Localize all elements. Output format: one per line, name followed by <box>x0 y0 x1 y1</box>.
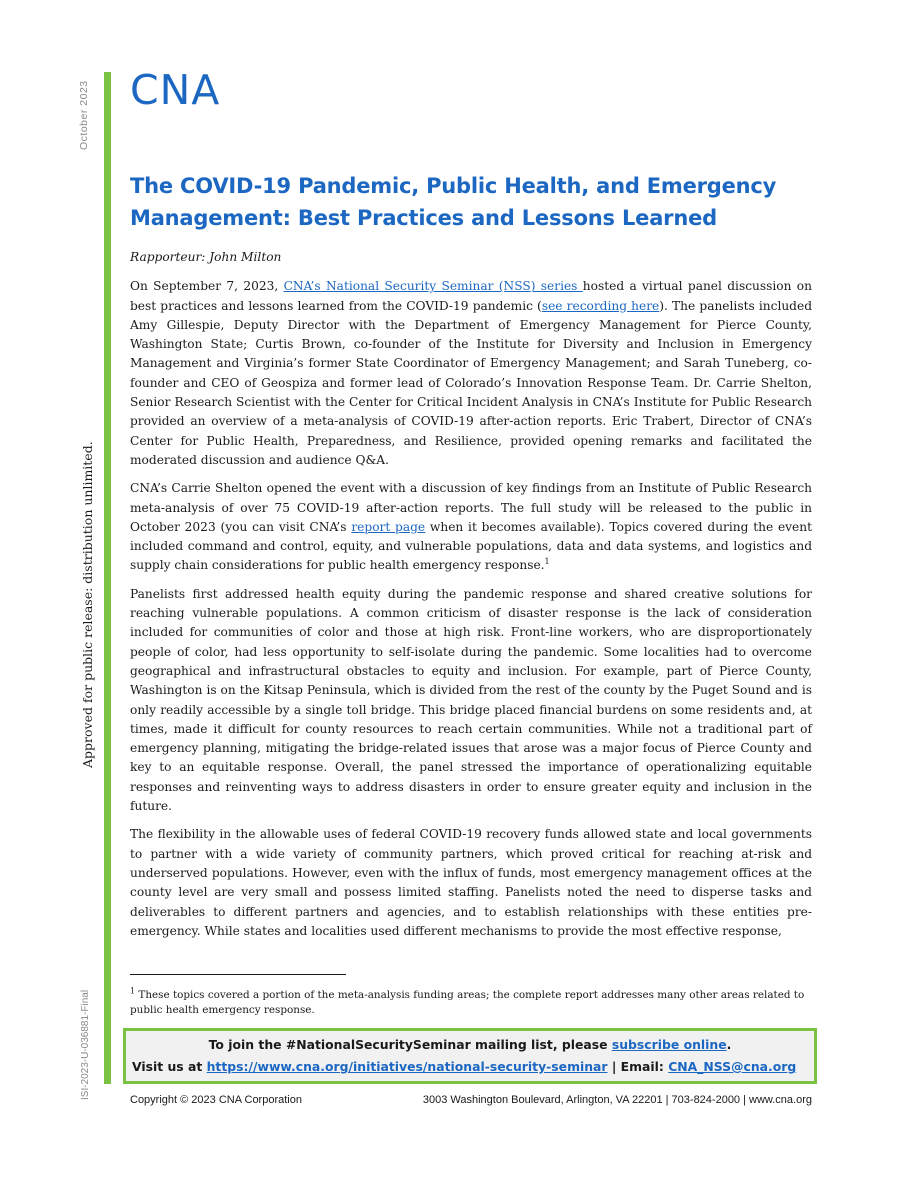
footer-address: 3003 Washington Boulevard, Arlington, VA 22201 | 703-824-2000 | www.cna.org <box>422 1094 812 1106</box>
approval-statement: Approved for public release: distribution unlimited. <box>80 441 95 768</box>
document-id: ISI-2023-U-036881-Final <box>80 989 91 1100</box>
paragraph-equity: Panelists first addressed health equity during the pandemic response and shared creative solutions for reaching vulnerable populations. A common criticism of disaster response is the lack of consideration included for communities of color and those at high risk. Front-line workers, who are disproportionately people of color, had less opportunity to self-isolate during the pandemic. Some localities had to overcome geographical and infrastructural obstacles to equity and inclusion. For example, part of Pierce County, Washington is on the Kitsap Peninsula, which is divided from the rest of the county by the Puget Sound and is only readily accessible by a single toll bridge. This bridge placed financial burdens on some residents and, at times, made it difficult for county resources to reach certain communities. While not a traditional part of emergency planning, mitigating the bridge-related issues that arose was a major focus of Pierce County and key to an equitable response. Overall, the panel stressed the importance of operationalizing equitable responses and reinventing ways to address disasters in order to ensure greater equity and inclusion in the future. <box>130 586 812 814</box>
page-title: The COVID-19 Pandemic, Public Health, and Emergency Management: Best Practices and Lessons Learned <box>130 174 777 230</box>
cna-logo-text: CNA <box>130 68 221 110</box>
footnote-ref[interactable]: 1 <box>544 557 550 567</box>
subscribe-line: To join the #NationalSecuritySeminar mailing list, please subscribe online. <box>208 1037 732 1052</box>
accent-bar <box>104 72 111 1084</box>
recording-link[interactable]: see recording here <box>541 298 660 313</box>
sidebar-date: October 2023 <box>78 80 90 150</box>
rapporteur: Rapporteur: John Milton <box>130 250 282 264</box>
website-link[interactable]: https://www.cna.org/initiatives/national-security-seminar <box>206 1059 608 1074</box>
footnote: $^1$ These topics covered a portion of the meta-analysis funding areas; the complete report addresses many other areas related to public health emergency response. <box>130 986 805 1016</box>
paragraph-funding: The flexibility in the allowable uses of federal COVID-19 recovery funds allowed state and local governments to partner with a wide variety of community partners, which proved critical for reaching at-risk and underserved populations. However, even with the influx of funds, most emergency management offices at the county level are very small and possess limited staffing. Panelists noted the need to disperse tasks and deliverables to different partners and agencies, and to establish relationships with these entities pre-emergency. While states and localities used different mechanisms to provide the most effective response, <box>130 827 812 938</box>
visit-line: Visit us at https://www.cna.org/initiatives/national-security-seminar | Email: CNA_NSS@cna.org <box>132 1059 797 1074</box>
report-page-link[interactable]: report page <box>351 519 426 534</box>
footnote-divider <box>130 974 346 975</box>
article-body <box>130 248 812 950</box>
paragraph-intro: On September 7, 2023, CNA’s National Security Seminar (NSS) series hosted a virtual panel discussion on best practices and lessons learned from the COVID-19 pandemic (see recording here). The panelists included Amy Gillespie, Deputy Director with the Department of Emergency Management for Pierce County, Washington State; Curtis Brown, co-founder of the Institute for Diversity and Inclusion in Emergency Management and Virginia’s former State Coordinator of Emergency Management; and Sarah Tuneberg, co-founder and CEO of Geospiza and former lead of Colorado’s Innovation Response Team. Dr. Carrie Shelton, Senior Research Scientist with the Center for Critical Incident Analysis in CNA’s Institute for Public Research provided an overview of a meta-analysis of COVID-19 after-action reports. Eric Trabert, Director of CNA’s Center for Public Health, Preparedness, and Resilience, provided opening remarks and facilitated the moderated discussion and audience Q&A. <box>130 279 813 467</box>
nss-series-link[interactable]: CNA’s National Security Seminar (NSS) series <box>283 279 583 294</box>
email-link[interactable]: CNA_NSS@cna.org <box>668 1059 797 1074</box>
cna-logo <box>130 68 236 110</box>
copyright: Copyright © 2023 CNA Corporation <box>130 1094 302 1106</box>
subscribe-box <box>123 1028 817 1084</box>
paragraph-findings: CNA’s Carrie Shelton opened the event with a discussion of key findings from an Institute of Public Research meta-analysis of over 75 COVID-19 after-action reports. The full study will be released to the public in October 2023 (you can visit CNA’s report page when it becomes available). Topics covered during the event included command and control, equity, and vulnerable populations, data and data systems, and logistics and supply chain considerations for public health emergency response.$^1$ <box>130 481 813 573</box>
footnote-number: 1 <box>130 986 136 996</box>
subscribe-link[interactable]: subscribe online <box>611 1037 727 1052</box>
